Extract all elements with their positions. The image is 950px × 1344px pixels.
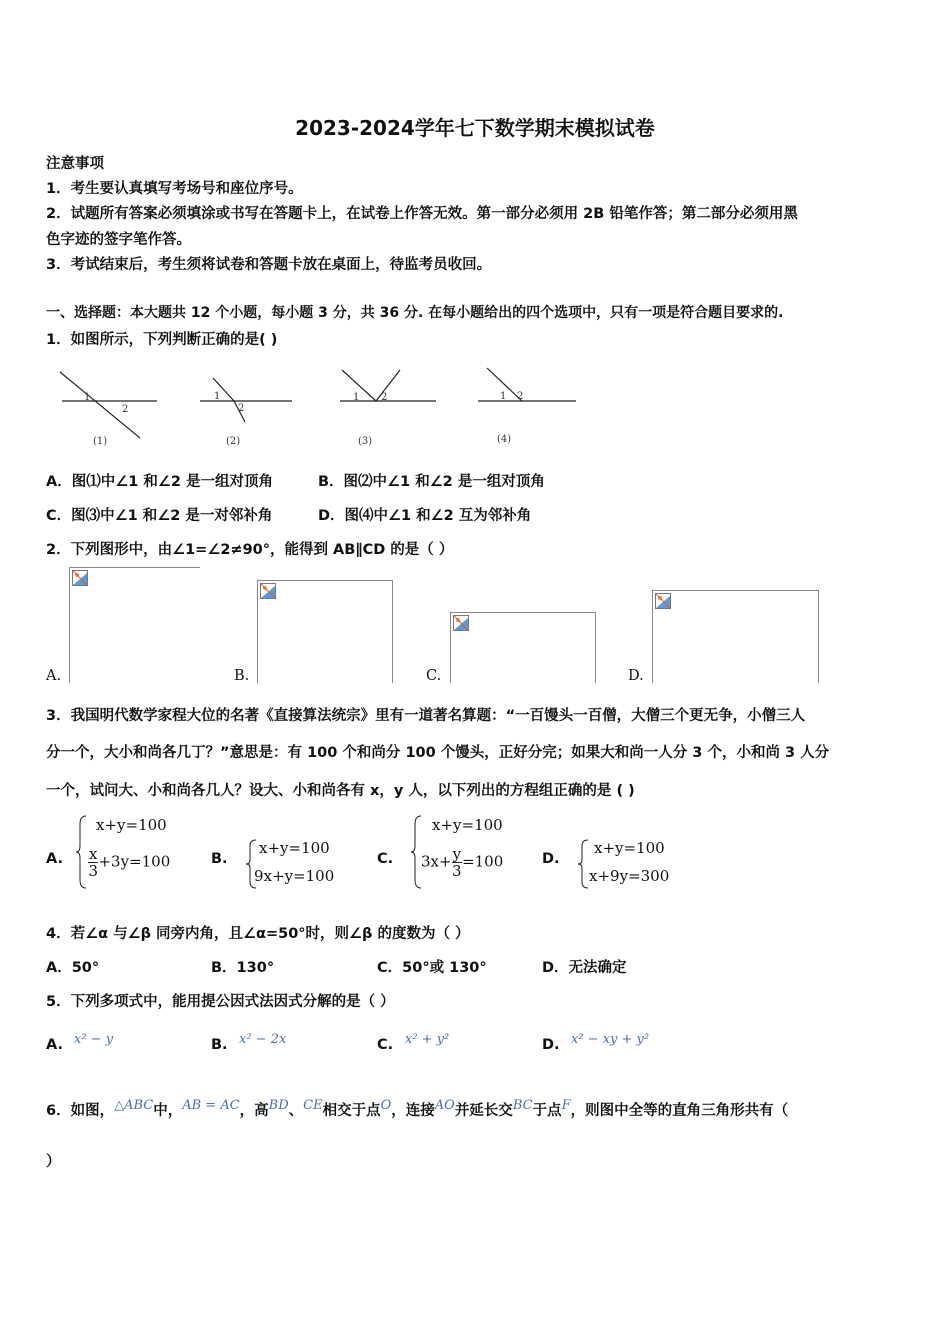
fig2-caption: (2) [226,436,241,447]
q3-c-eq2-rest: =100 [462,852,504,871]
q3-b-eq1: x+y=100 [259,839,330,857]
broken-image-icon [260,583,276,599]
fig2-angle1-label: 1 [214,391,221,402]
q6-math-o: O [380,1098,392,1113]
q1-option-a: A．图⑴中∠1 和∠2 是一组对顶角 [46,474,273,490]
q1-option-d: D．图⑷中∠1 和∠2 互为邻补角 [318,508,532,524]
q3-label-d: D. [542,851,560,867]
q1-figures [50,360,590,452]
q2-label-d: D. [628,668,644,684]
q3-a-denominator: 3 [88,862,98,880]
q5-expr-c: x² + y² [405,1032,450,1047]
notice-item-2b: 色字迹的签字笔作答。 [46,232,191,248]
q5-label-d: D. [542,1037,560,1053]
q6-math-equal-sides: AB = AC [182,1098,240,1113]
notice-item-1: 1．考生要认真填写考场号和座位序号。 [46,181,303,197]
fig1-angle1-label: 1 [84,392,91,403]
fig4-angle1-label: 1 [500,391,507,402]
q2-figure-b [257,580,393,683]
q2-label-c: C. [426,668,442,684]
q3-label-c: C. [377,851,394,867]
q4-option-a: A．50° [46,960,100,976]
q4-option-c: C．50°或 130° [377,960,487,976]
q2-figure-a [69,567,200,683]
q5-stem: 5．下列多项式中，能用提公因式法因式分解的是（ ） [46,994,395,1010]
broken-image-icon [72,570,88,586]
q6-text-9: ，则图中全等的直角三角形共有（ [570,1103,789,1119]
q3-c-eq2-prefix: 3x+ [421,852,452,871]
q3-a-eq1: x+y=100 [96,816,167,834]
q5-expr-b: x² − 2x [239,1032,287,1047]
q6-text-4: 、 [288,1103,304,1119]
q6-math-f: F [561,1098,571,1113]
q3-c-eq1: x+y=100 [432,816,503,834]
fig1-caption: (1) [93,436,108,447]
q2-stem: 2．下列图形中，由∠1=∠2≠90°，能得到 AB∥CD 的是（ ） [46,542,454,558]
q5-label-c: C. [377,1037,394,1053]
q1-stem: 1．如图所示，下列判断正确的是( ) [46,332,278,348]
q2-label-b: B. [234,668,250,684]
q6-stem [46,1099,788,1120]
notice-item-3: 3．考试结束后，考生须将试卷和答题卡放在桌面上，待监考员收回。 [46,257,492,273]
fig3-angle1-label: 1 [353,392,360,403]
q3-a-numerator: x [89,845,98,863]
q2-label-a: A. [46,668,62,684]
q3-line-1: 3．我国明代数学家程大位的名著《直接算法统宗》里有一道著名算题：“一百馒头一百僧，大僧三个更无争，小僧三人 [46,708,806,724]
q6-text-1: 6．如图， [46,1103,115,1119]
q6-math-ce: CE [303,1098,323,1113]
q3-a-eq2 [88,846,170,879]
q6-text-8: 于点 [532,1103,562,1119]
q4-option-d: D．无法确定 [542,960,627,976]
fig4-angle2-label: 2 [517,391,524,402]
q6-text-2: 中， [153,1103,183,1119]
broken-image-icon [453,615,469,631]
q1-option-b: B．图⑵中∠1 和∠2 是一组对顶角 [318,474,545,490]
q6-math-bd: BD [268,1098,289,1113]
q3-d-eq2: x+9y=300 [589,867,670,885]
q3-d-eq1: x+y=100 [594,839,665,857]
q3-line-2: 分一个，大小和尚各几丁？”意思是：有 100 个和尚分 100 个馒头，正好分完；如果大和尚一人分 3 个，小和尚 3 人分 [46,745,830,761]
section-heading: 一、选择题：本大题共 12 个小题，每小题 3 分，共 36 分. 在每小题给出的四个选项中，只有一项是符合题目要求的. [46,305,784,321]
q3-line-3: 一个，试问大、小和尚各几人？设大、小和尚各有 x，y 人，以下列出的方程组正确的是 ( ) [46,783,635,799]
q6-text-7: 并延长交 [454,1103,513,1119]
fig2-angle2-label: 2 [238,403,245,414]
q2-figure-c [450,612,596,683]
fig1-angle2-label: 2 [122,404,129,415]
q5-expr-a: x² − y [74,1032,114,1047]
q3-c-numerator: y [452,845,462,863]
q6-text-6: ，连接 [391,1103,435,1119]
q6-math-bc: BC [512,1098,533,1113]
q3-a-eq2-rest: +3y=100 [98,852,171,871]
fig4-caption: (4) [497,434,512,445]
q1-option-c: C．图⑶中∠1 和∠2 是一对邻补角 [46,508,273,524]
q5-expr-d: x² − xy + y² [571,1032,650,1047]
q4-stem: 4．若∠α 与∠β 同旁内角，且∠α=50°时，则∠β 的度数为（ ） [46,926,470,942]
fig3-angle2-label: 2 [381,392,388,403]
q3-label-b: B. [211,851,228,867]
fig3-caption: (3) [358,436,373,447]
broken-image-icon [655,593,671,609]
fig3-line-right [376,370,400,401]
q6-text-5: 相交于点 [322,1103,381,1119]
q6-math-ao: AO [434,1098,455,1113]
notice-item-2a: 2．试题所有答案必须填涂或书写在答题卡上，在试卷上作答无效。第一部分必须用 2B 铅笔作答；第二部分必须用黑 [46,206,798,222]
q3-c-eq2 [421,846,503,879]
q2-figure-d [652,590,819,683]
q5-label-a: A. [46,1037,63,1053]
q6-math-triangle: △ABC [114,1098,154,1113]
q3-c-denominator: 3 [452,862,462,880]
q6-text-3: ，高 [239,1103,269,1119]
notice-heading: 注意事项 [46,156,104,172]
q3-b-eq2: 9x+y=100 [254,867,335,885]
q5-label-b: B. [211,1037,228,1053]
q3-brace-a [76,814,88,890]
q3-label-a: A. [46,851,63,867]
page-title: 2023-2024学年七下数学期末模拟试卷 [295,116,655,140]
q4-option-b: B．130° [211,960,275,976]
q6-close-paren: ） [46,1154,61,1170]
